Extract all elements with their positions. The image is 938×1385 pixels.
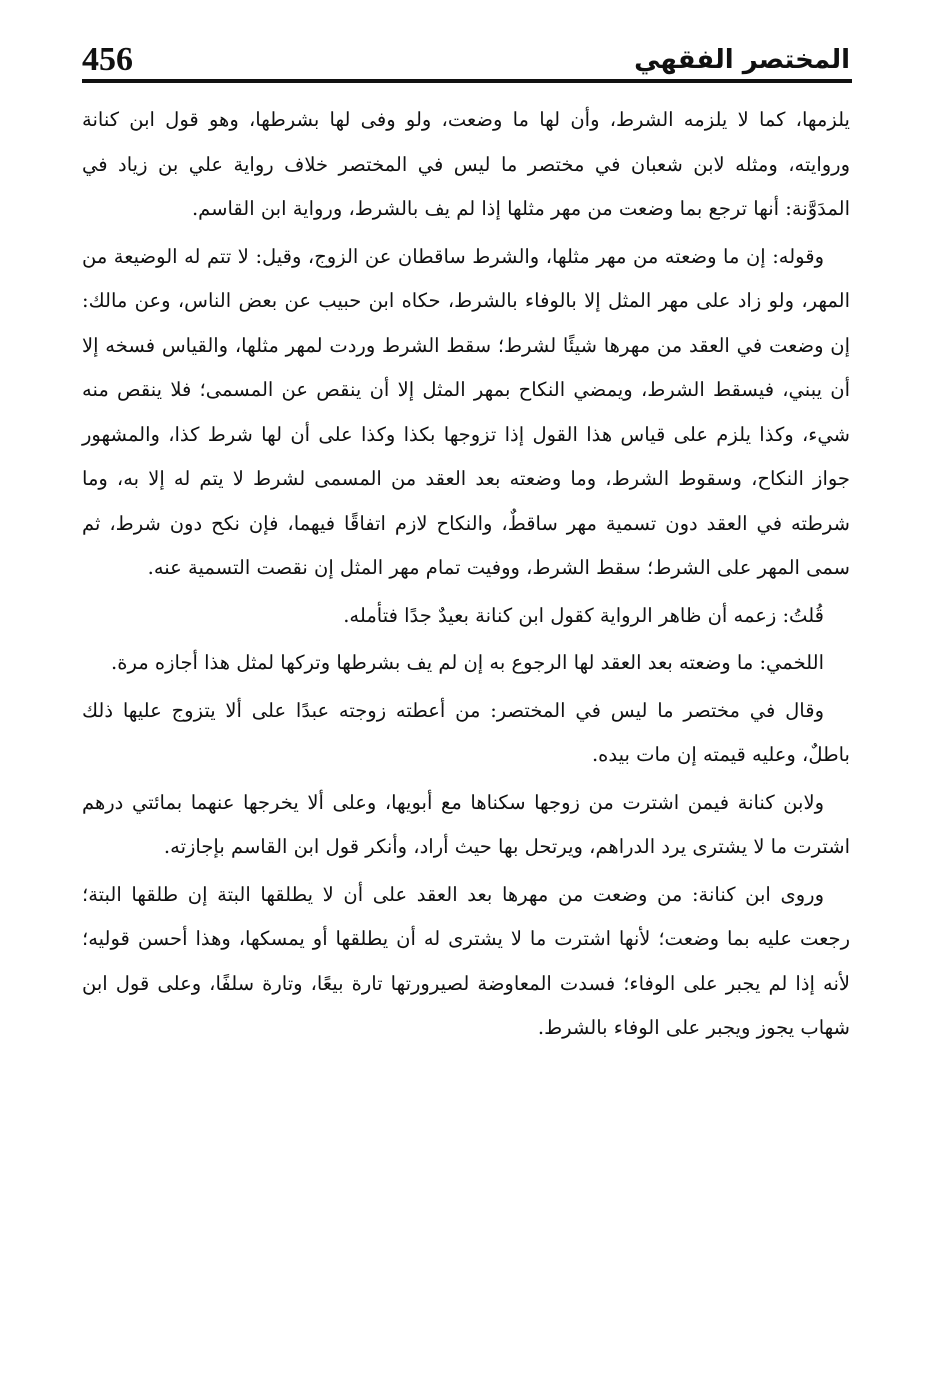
paragraph-7: وروى ابن كنانة: من وضعت من مهرها بعد العقد على أن لا يطلقها البتة إن طلقها البتة؛ رجعت عليه بما وضعت؛ لأنها اشترت ما لا يشترى له أن يطلقها أو يمسكها، وهذا أحسن قوليه؛ لأنه إذا لم يجبر على الوفاء؛ فسدت المعاوضة لصيرورتها تارة بيعًا، وتارة سلفًا، وعلى قول ابن شهاب يجوز ويجبر على الوفاء بالشرط. [82,882,850,1039]
paragraph-5: وقال في مختصر ما ليس في المختصر: من أعطته زوجته عبدًا على ألا يتزوج عليها ذلك باطلٌ، وعليه قيمته إن مات بيده. [82,698,850,766]
book-title: المختصر الفقهي [634,45,850,75]
paragraph-2: وقوله: إن ما وضعته من مهر مثلها، والشرط ساقطان عن الزوج، وقيل: لا تتم له الوضيعة من المهر، ولو زاد على مهر المثل إلا بالوفاء بالشرط، حكاه ابن حبيب عن بعض الناس، وعن مالك: إن وضعت في العقد من مهرها شيئًا لشرط؛ سقط الشرط وردت لمهر مثلها، والقياس فسخه إلا أن يبني، فيسقط الشرط، ويمضي النكاح بمهر المثل إلا أن ينقص عن المسمى؛ فلا ينقص منه شيء، وكذا يلزم على قياس هذا القول إذا تزوجها بكذا وكذا على أن لها شرط كذا، والمشهور جواز النكاح، وسقوط الشرط، وما وضعته بعد العقد من المسمى لشرط لا يتم له إلا به، وما شرطته في العقد دون تسمية مهر ساقطٌ، والنكاح لازم اتفاقًا فيهما، فإن نكح دون شرط، ثم سمى المهر على الشرط؛ سقط الشرط، ووفيت تمام مهر المثل إن نقصت التسمية عنه. [82,244,850,579]
page-body [82,98,850,1054]
paragraph-1: يلزمها، كما لا يلزمه الشرط، وأن لها ما وضعت، ولو وفى لها بشرطها، وهو قول ابن كنانة وروايته، ومثله لابن شعبان في مختصر ما ليس في المختصر خلاف رواية علي بن زياد في المدَوَّنة: أنها ترجع بما وضعت من مهر مثلها إذا لم يف بالشرط، ورواية ابن القاسم. [82,108,850,220]
page-header [82,28,850,80]
paragraph-3: قُلتُ: زعمه أن ظاهر الرواية كقول ابن كنانة بعيدٌ جدًا فتأمله. [343,603,824,627]
paragraph-6: ولابن كنانة فيمن اشترت من زوجها سكناها مع أبويها، وعلى ألا يخرجها عنهما بمائتي درهم اشترت ما لا يشترى يرد الدراهم، ويرتحل بها حيث أراد، وأنكر قول ابن القاسم بإجازته. [82,790,850,858]
page-number: 456 [82,41,133,78]
header-rule [82,79,852,83]
paragraph-4: اللخمي: ما وضعته بعد العقد لها الرجوع به إن لم يف بشرطها وتركها لمثل هذا أجازه مرة. [111,651,824,674]
